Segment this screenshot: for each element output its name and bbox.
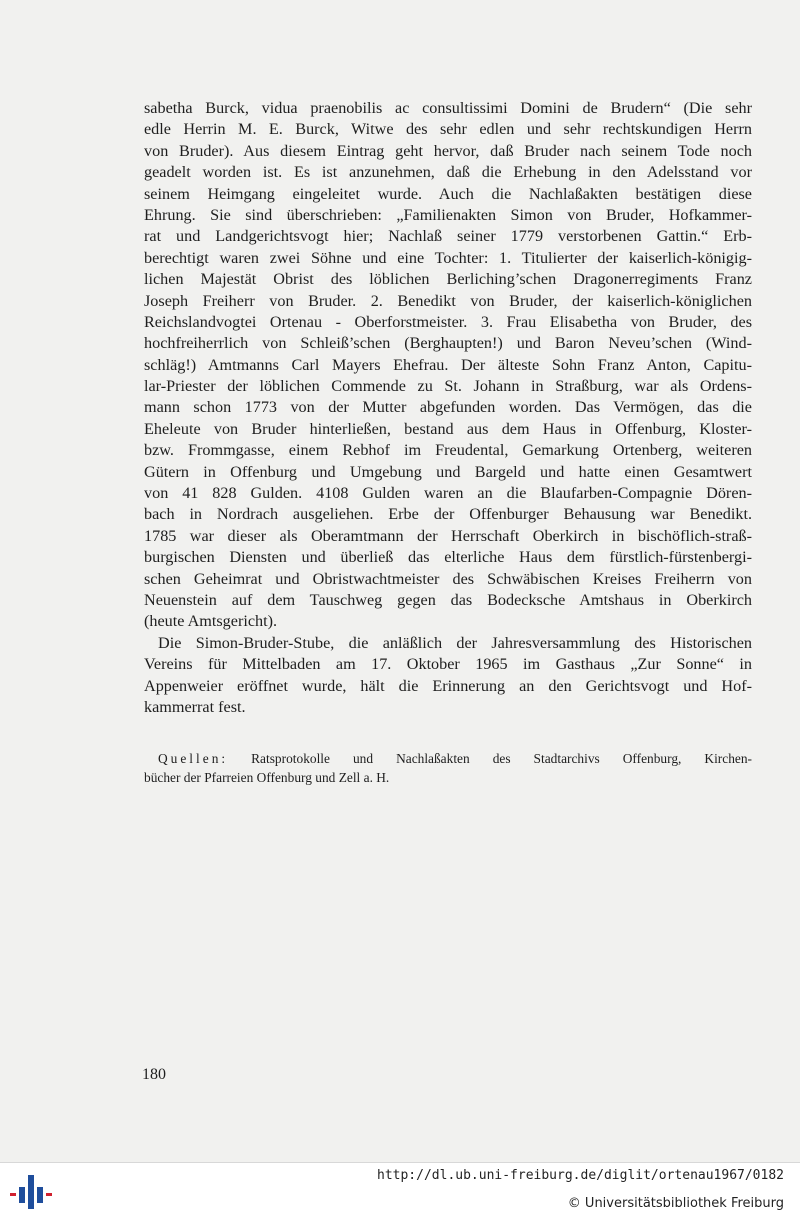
text-line: bach in Nordrach ausgeliehen. Erbe der Offenburger Behausung war Benedikt. [144,505,752,524]
text-line: hochfreiherrlich von Schleiß’schen (Berghaupten!) und Baron Neveu’schen (Wind- [144,334,752,353]
text-line: Die Simon-Bruder-Stube, die anläßlich der Jahresversammlung des Historischen [158,633,752,652]
text-line: von 41 828 Gulden. 4108 Gulden waren an die Blaufarben-Compagnie Dören- [144,484,752,503]
text-line: Reichslandvogtei Ortenau - Oberforstmeister. 3. Frau Elisabetha von Bruder, des [144,312,752,331]
sources-note [144,750,752,787]
text-line: Gütern in Offenburg und Umgebung und Bargeld und hatte einen Gesamtwert [144,462,752,481]
text-line: seinem Heimgang eingeleitet wurde. Auch die Nachlaßakten bestätigen diese [144,184,752,203]
text-line: Appenweier eröffnet wurde, hält die Erinnerung an den Gerichtsvogt und Hof- [144,676,752,695]
text-line: rat und Landgerichtsvogt hier; Nachlaß seiner 1779 verstorbenen Gattin.“ Erb- [144,227,752,246]
text-line: schen Geheimrat und Obristwachtmeister des Schwäbischen Kreises Freiherrn von [144,569,752,588]
text-line: kammerrat fest. [144,697,246,716]
text-line: edle Herrin M. E. Burck, Witwe des sehr edlen und sehr rechtskundigen Herrn [144,120,752,139]
text-line: berechtigt waren zwei Söhne und eine Tochter: 1. Titulierter der kaiserlich-königig- [144,248,752,267]
footer-copyright: © Universitätsbibliothek Freiburg [567,1196,784,1211]
text-line: von Bruder). Aus diesem Eintrag geht hervor, daß Bruder nach seinem Tode noch [144,141,752,160]
page-number: 180 [142,1066,166,1083]
sources-line [144,750,752,769]
sources-text: Ratsprotokolle und Nachlaßakten des Stadtarchivs Offenburg, Kirchen- [251,751,752,766]
sources-label: Quellen: [158,751,229,766]
text-line: geadelt worden ist. Es ist anzunehmen, daß die Erhebung in den Adelsstand vor [144,163,752,182]
text-line: sabetha Burck, vidua praenobilis ac consultissimi Domini de Brudern“ (Die sehr [144,99,752,117]
text-line: Joseph Freiherr von Bruder. 2. Benedikt von Bruder, der kaiserlich-königlichen [144,291,752,310]
text-line: (heute Amtsgericht). [144,612,278,631]
footer-bar [0,1162,800,1221]
text-line: Eheleute von Bruder hinterließen, bestand aus dem Haus in Offenburg, Kloster- [144,419,752,438]
text-line: bzw. Frommgasse, einem Rebhof im Freudental, Gemarkung Ortenberg, weiteren [144,441,752,460]
ub-freiburg-logo-icon[interactable] [10,1173,52,1211]
text-line: Ehrung. Sie sind überschrieben: „Familienakten Simon von Bruder, Hofkammer- [144,205,752,224]
text-line: 1785 war dieser als Oberamtmann der Herrschaft Oberkirch in bischöflich-straß- [144,526,752,545]
footer-url-link[interactable]: http://dl.ub.uni-freiburg.de/diglit/ortenau1967/0182 [377,1168,784,1183]
text-line: Vereins für Mittelbaden am 17. Oktober 1965 im Gasthaus „Zur Sonne“ in [144,655,752,674]
body-text [144,98,752,718]
text-line: lar-Priester der löblichen Commende zu St. Johann in Straßburg, war als Ordens- [144,377,752,396]
text-line: mann schon 1773 von der Mutter abgefunden worden. Das Vermögen, das die [144,398,752,417]
text-line: lichen Majestät Obrist des löblichen Berliching’schen Dragonerregiments Franz [144,270,752,289]
text-line: schläg!) Amtmanns Carl Mayers Ehefrau. Der älteste Sohn Franz Anton, Capitu- [144,355,752,374]
text-line: Neuenstein auf dem Tauschweg gegen das Bodecksche Amtshaus in Oberkirch [144,590,752,609]
sources-line: bücher der Pfarreien Offenburg und Zell a. H. [144,769,390,785]
text-line: burgischen Diensten und überließ das elterliche Haus dem fürstlich-fürstenbergi- [144,548,752,567]
